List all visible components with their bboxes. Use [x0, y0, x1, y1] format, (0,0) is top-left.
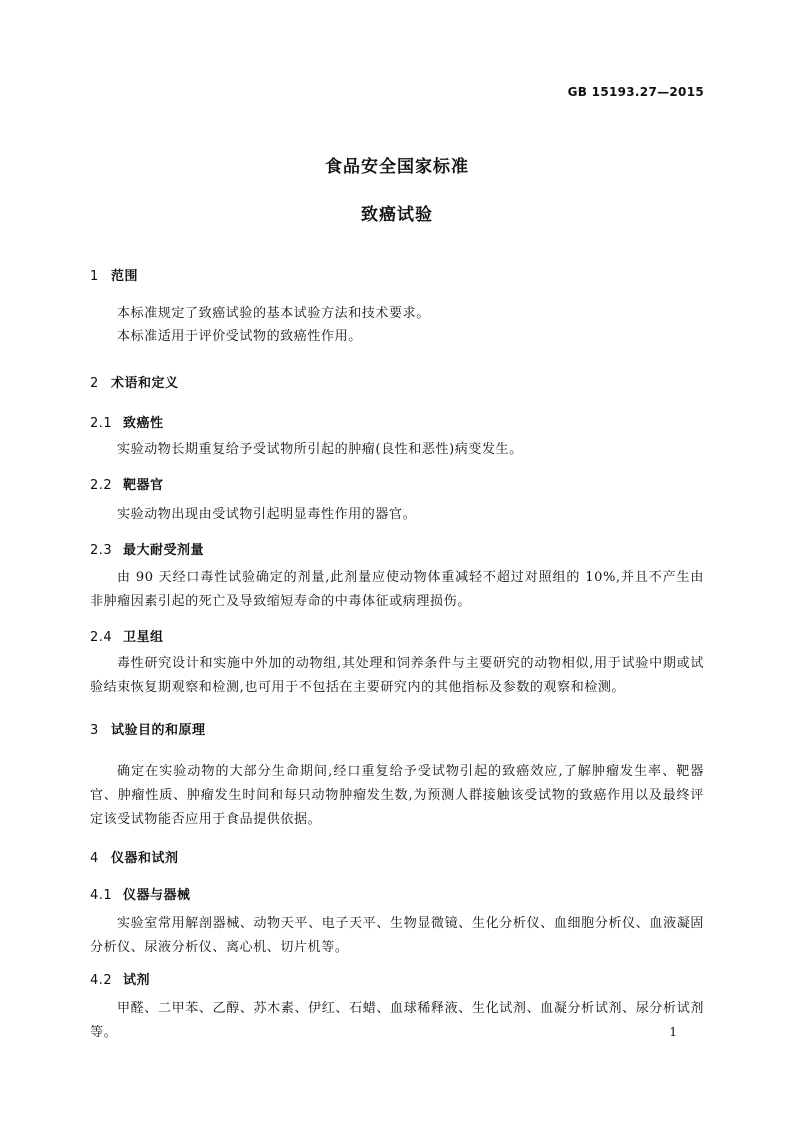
- section-4-2-heading: [90, 969, 150, 988]
- section-title: 试剂: [123, 973, 151, 988]
- section-2-4-heading: [90, 626, 164, 645]
- section-2-2-heading: [90, 474, 164, 493]
- section-number: 2.2: [90, 478, 113, 493]
- section-title: 致癌性: [123, 416, 164, 431]
- section-title: 最大耐受剂量: [123, 543, 205, 558]
- section-4-heading: [90, 847, 179, 866]
- section-title: 靶器官: [123, 478, 164, 493]
- section-number: 4.1: [90, 888, 113, 903]
- paragraph: 实验动物出现由受试物引起明显毒性作用的器官。: [117, 507, 417, 522]
- paragraph: 甲醛、二甲苯、乙醇、苏木素、伊红、石蜡、血球稀释液、生化试剂、血凝分析试剂、尿分析试剂等。: [90, 1001, 704, 1040]
- section-number: 4: [90, 851, 99, 866]
- paragraph: 由 90 天经口毒性试验确定的剂量,此剂量应使动物体重减轻不超过对照组的 10%,并且不产生由非肿瘤因素引起的死亡及导致缩短寿命的中毒体征或病理损伤。: [90, 570, 704, 609]
- section-number: 2.1: [90, 416, 113, 431]
- section-number: 2.3: [90, 543, 113, 558]
- section-number: 2.4: [90, 630, 113, 645]
- section-number: 1: [90, 269, 99, 284]
- document-title: 食品安全国家标准: [325, 157, 469, 177]
- section-title: 仪器和试剂: [111, 851, 179, 866]
- section-3-heading: [90, 719, 206, 738]
- section-1-heading: [90, 265, 138, 284]
- section-title: 仪器与器械: [123, 888, 191, 903]
- paragraph: 毒性研究设计和实施中外加的动物组,其处理和饲养条件与主要研究的动物相似,用于试验中期或试验结束恢复期观察和检测,也可用于不包括在主要研究内的其他指标及参数的观察和检测。: [90, 656, 704, 695]
- section-title: 卫星组: [123, 630, 164, 645]
- paragraph: 确定在实验动物的大部分生命期间,经口重复给予受试物引起的致癌效应,了解肿瘤发生率、靶器官、肿瘤性质、肿瘤发生时间和每只动物肿瘤发生数,为预测人群接触该受试物的致癌作用以及最终评定该受试物能否应用于食品提供依据。: [90, 764, 704, 827]
- paragraph: 实验室常用解剖器械、动物天平、电子天平、生物显微镜、生化分析仪、血细胞分析仪、血液凝固分析仪、尿液分析仪、离心机、切片机等。: [90, 916, 704, 955]
- section-title: 范围: [111, 269, 139, 284]
- section-number: 2: [90, 376, 99, 391]
- paragraph: 本标准规定了致癌试验的基本试验方法和技术要求。: [117, 306, 430, 321]
- section-4-1-heading: [90, 884, 191, 903]
- section-number: 3: [90, 723, 99, 738]
- standard-code: GB 15193.27—2015: [567, 85, 704, 99]
- page-number: 1: [669, 1025, 677, 1039]
- section-number: 4.2: [90, 973, 113, 988]
- section-2-3-heading: [90, 539, 204, 558]
- paragraph: 本标准适用于评价受试物的致癌性作用。: [117, 329, 362, 344]
- section-2-1-heading: [90, 412, 164, 431]
- section-2-heading: [90, 372, 179, 391]
- section-title: 试验目的和原理: [111, 723, 206, 738]
- paragraph: 实验动物长期重复给予受试物所引起的肿瘤(良性和恶性)病变发生。: [117, 442, 523, 457]
- document-subtitle: 致癌试验: [361, 205, 433, 225]
- section-title: 术语和定义: [111, 376, 179, 391]
